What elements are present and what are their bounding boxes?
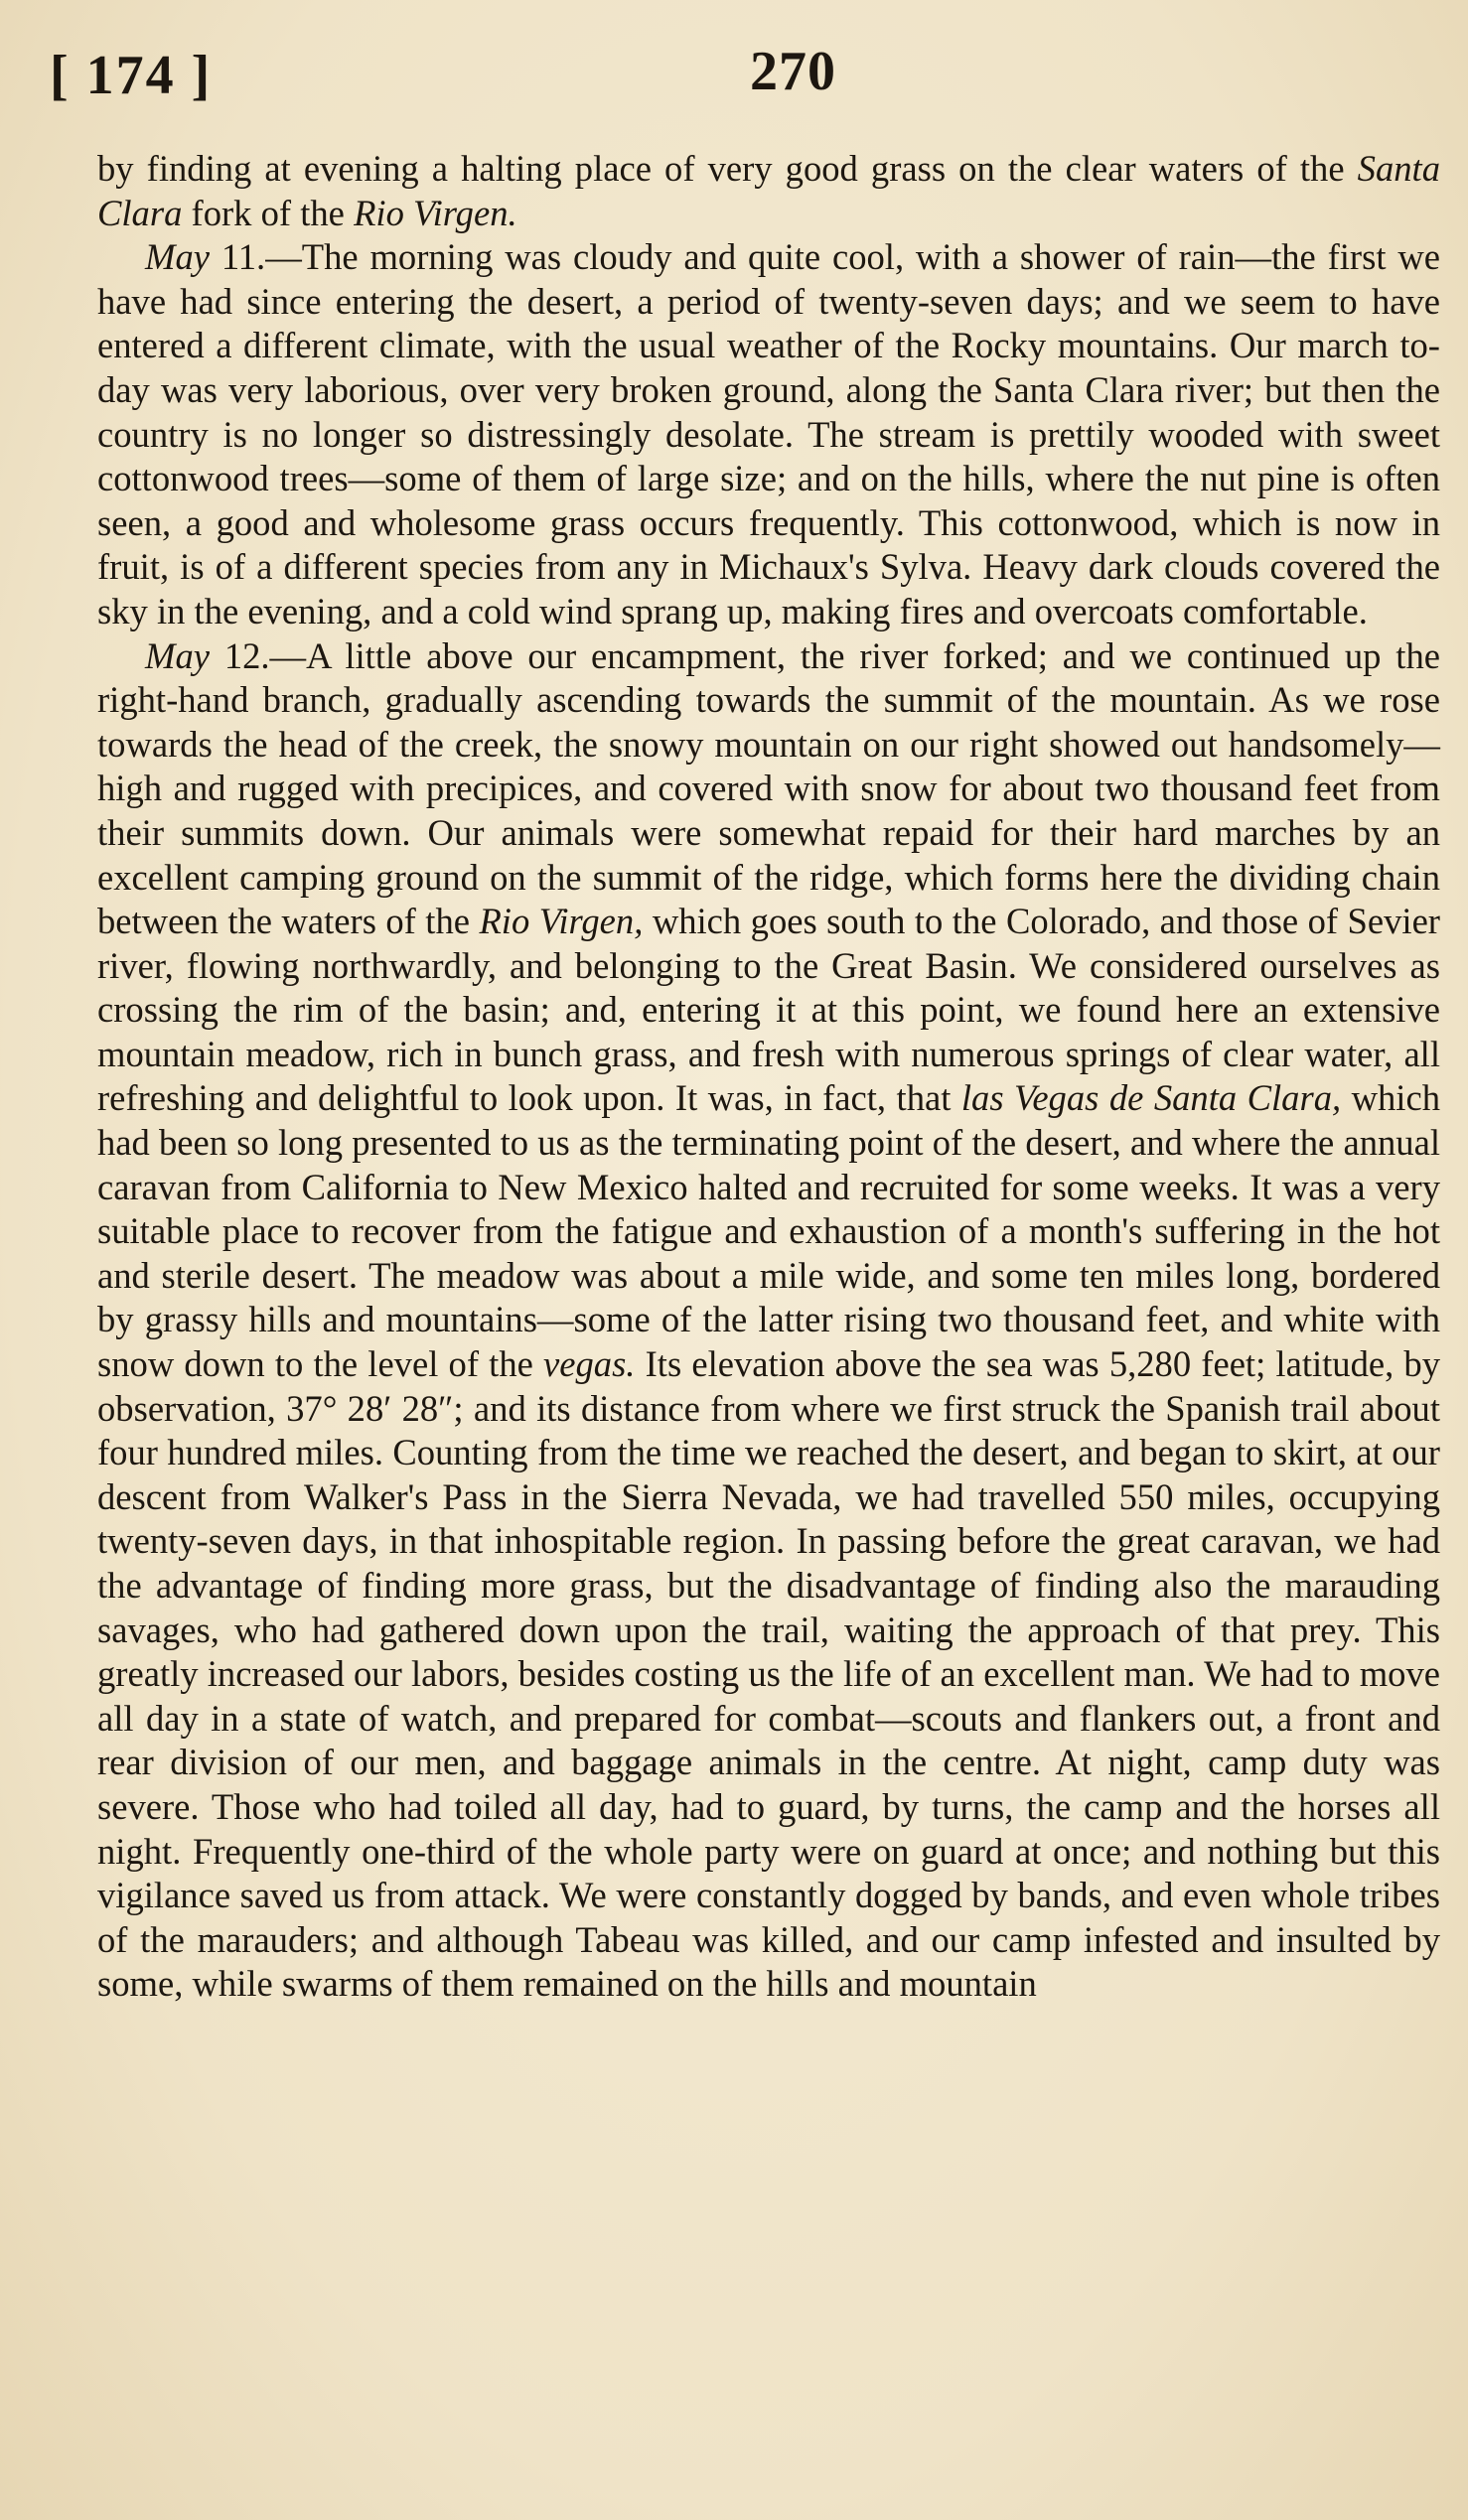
text-run: fork of the [182, 192, 355, 233]
italic-text: las Vegas de Santa Clara, [960, 1077, 1342, 1119]
text-run: Its elevation above the sea was 5,280 feet; latitude, by observation, 37° 28′ 28″; and its distance from where we first struck the Spanish trail about four hundred miles. Counting from the time we reached the desert, and began to skirt, at our descent from Walker's Pass in the Sierra Nevada, we had travelled 550 miles, occupying twenty-seven days, in that inhospitable region. In passing before the great caravan, we had the advantage of finding more grass, but the disadvantage of finding also the marauding savages, who had gathered down upon the trail, waiting the approach of that prey. This greatly increased our labors, besides costing us the life of an excellent man. We had to move all day in a state of watch, and prepared for combat—scouts and flankers out, a front and rear division of our men, and baggage animals in the centre. At night, camp duty was severe. Those who had toiled all day, had to guard, by turns, the camp and the horses all night. Frequently one-third of the whole party were on guard at once; and nothing but this vigilance saved us from attack. We were constantly dogged by bands, and even whole tribes of the marauders; and although Tabeau was killed, and our camp infested and insulted by some, while swarms of them remained on the hills and mountain [97, 1343, 1440, 2005]
italic-text: Rio Virgen, [479, 901, 644, 942]
text-run: by finding at evening a halting place of very good grass on the clear waters of the [97, 148, 1358, 189]
italic-text: May [145, 634, 210, 676]
page-header [50, 40, 1418, 119]
text-run: which goes south to the Colorado, and those of Sevier river, flowing northwardly, and belonging to the Great Basin. We considered ourselves as crossing the rim of the basin; and, entering it at this point, we found here an extensive mountain meadow, rich in bunch grass, and fresh with numerous springs of clear water, all refreshing and delightful to look upon. It was, in fact, that [97, 901, 1440, 1119]
page-number: 270 [750, 41, 836, 102]
paragraph [97, 235, 1440, 633]
italic-text: May [145, 236, 210, 278]
paragraph [97, 634, 1440, 2007]
text-run: 11.—The morning was cloudy and quite cool, with a shower of rain—the first we have had since entering the desert, a period of twenty-seven days; and we seem to have entered a different climate, with the usual weather of the Rocky mountains. Our march to-day was very laborious, over very broken ground, along the Santa Clara river; but then the country is no longer so distressingly desolate. The stream is prettily wooded with sweet cottonwood trees—some of them of large size; and on the hills, where the nut pine is often seen, a good and wholesome grass occurs frequently. This cottonwood, which is now in fruit, is of a different species from any in Michaux's Sylva. Heavy dark clouds covered the sky in the evening, and a cold wind sprang up, making fires and overcoats comfortable. [97, 236, 1440, 631]
paragraph [97, 147, 1440, 235]
body-text [97, 147, 1440, 2007]
text-run: which had been so long presented to us as the terminating point of the desert, and where the annual caravan from California to New Mexico halted and recruited for some weeks. It was a very suitable place to recover from the fatigue and exhaustion of a month's suffering in the hot and sterile desert. The meadow was about a mile wide, and some ten miles long, bordered by grassy hills and mountains—some of the latter rising two thousand feet, and white with snow down to the level of the [97, 1077, 1440, 1385]
italic-text: Santa Clara [97, 148, 1440, 233]
bracketed-page-number: [ 174 ] [50, 45, 213, 106]
italic-text: vegas. [543, 1343, 636, 1385]
text-run: 12.—A little above our encampment, the river forked; and we continued up the right-hand branch, gradually ascending towards the summit of the mountain. As we rose towards the head of the creek, the snowy mountain on our right showed out handsomely—high and rugged with precipices, and covered with snow for about two thousand feet from their summits down. Our animals were somewhat repaid for their hard marches by an excellent camping ground on the summit of the ridge, which forms here the dividing chain between the waters of the [97, 634, 1440, 942]
italic-text: Rio Virgen. [354, 192, 517, 233]
